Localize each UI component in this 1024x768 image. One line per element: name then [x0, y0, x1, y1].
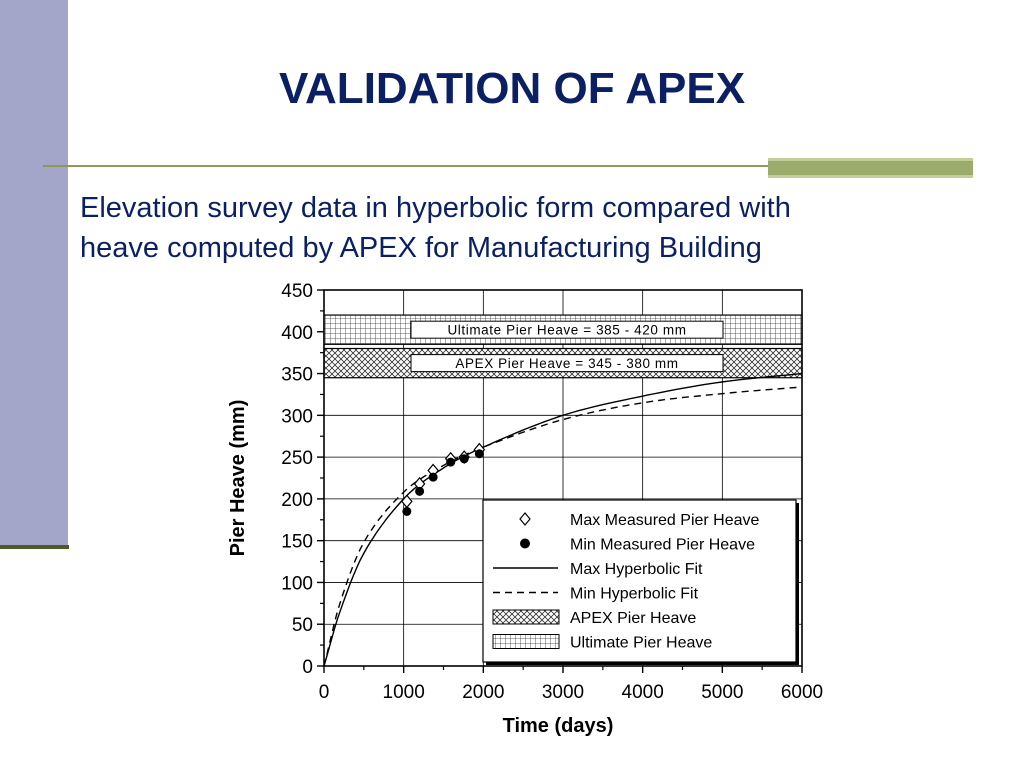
x-axis-label: Time (days) — [502, 715, 614, 737]
min-measured-point — [429, 473, 438, 482]
legend-symbol-hatch — [493, 635, 559, 649]
legend-label: Max Measured Pier Heave — [570, 512, 760, 529]
x-tick-label: 1000 — [382, 682, 425, 703]
subtitle-line-1: Elevation survey data in hyperbolic form compared with — [80, 192, 791, 224]
y-tick-label: 200 — [281, 489, 313, 511]
y-tick-label: 100 — [281, 573, 313, 595]
y-tick-label: 400 — [281, 322, 313, 344]
x-tick-label: 6000 — [780, 682, 824, 703]
legend-label: Ultimate Pier Heave — [570, 634, 713, 652]
y-axis-label: Pier Heave (mm) — [227, 399, 249, 557]
slide-title: VALIDATION OF APEX — [278, 64, 746, 113]
slide-subtitle — [80, 188, 980, 268]
x-tick-label: 4000 — [621, 682, 664, 703]
x-tick-label: 0 — [318, 682, 330, 703]
legend-label: Max Hyperbolic Fit — [570, 561, 703, 578]
point-layer — [402, 444, 484, 516]
y-tick-label: 450 — [281, 281, 313, 302]
legend-label: APEX Pier Heave — [570, 610, 697, 627]
y-tick-label: 350 — [281, 364, 313, 386]
y-tick-label: 50 — [291, 615, 313, 637]
min-measured-point — [446, 458, 455, 467]
x-tick-label: 5000 — [701, 682, 744, 703]
min-measured-point — [415, 487, 424, 496]
band-label: Ultimate Pier Heave = 385 - 420 mm — [447, 322, 687, 338]
x-tick-label: 3000 — [541, 682, 585, 703]
y-tick-label: 150 — [281, 531, 313, 553]
band-label: APEX Pier Heave = 345 - 380 mm — [455, 356, 679, 372]
x-tick-label: 2000 — [462, 682, 505, 703]
min-measured-point — [460, 454, 469, 463]
legend-label: Min Measured Pier Heave — [570, 536, 755, 554]
y-tick-label: 250 — [281, 448, 313, 470]
y-tick-label: 0 — [302, 657, 313, 678]
side-bar-shadow — [0, 545, 69, 549]
subtitle-line-2: heave computed by APEX for Manufacturing Building — [80, 232, 762, 264]
legend-label: Min Hyperbolic Fit — [570, 585, 699, 603]
pier-heave-chart — [200, 278, 840, 748]
min-measured-point — [475, 449, 484, 458]
legend-symbol-circle — [520, 539, 530, 549]
header-accent-block — [768, 158, 973, 178]
min-measured-point — [402, 507, 411, 516]
legend-symbol-hatch — [493, 610, 559, 624]
legend-layer — [483, 500, 799, 665]
y-tick-label: 300 — [281, 406, 313, 428]
